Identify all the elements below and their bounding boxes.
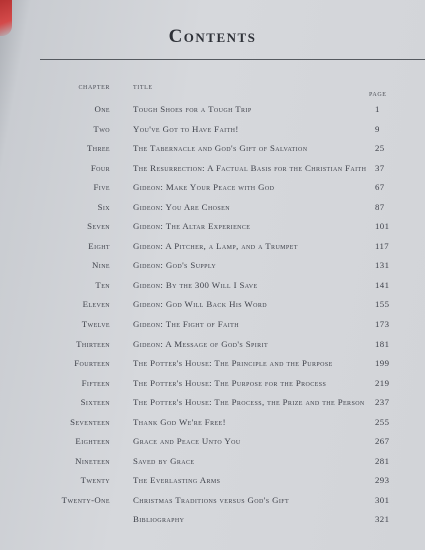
page-number: 181 (375, 338, 390, 349)
chapter-number: Four (90, 162, 110, 173)
chapter-title: The Everlasting Arms (133, 475, 221, 486)
toc-entry[interactable] (0, 221, 425, 241)
chapter-number: Twenty-One (61, 494, 110, 505)
chapter-number: One (94, 104, 110, 114)
chapter-title: Tough Shoes for a Tough Trip (133, 104, 252, 114)
chapter-number: Ten (95, 279, 110, 290)
toc-entry[interactable] (0, 417, 425, 437)
page-number: 199 (375, 358, 390, 369)
page-number: 9 (375, 123, 380, 134)
chapter-number: Eleven (82, 299, 110, 310)
toc-entry[interactable] (0, 456, 425, 476)
toc-entry[interactable] (0, 514, 425, 534)
chapter-title: Gideon: The Altar Experience (133, 221, 251, 232)
toc-entry[interactable] (0, 241, 425, 261)
page-number: 101 (375, 221, 390, 232)
toc-entry[interactable] (0, 495, 425, 515)
page-number: 1 (375, 104, 380, 114)
page-number: 255 (375, 416, 390, 427)
toc-entry[interactable] (0, 358, 425, 378)
page-column-header: PAGE (369, 92, 387, 98)
chapter-title: Gideon: God Will Back His Word (133, 299, 267, 310)
chapter-title: Gideon: A Message of God's Spirit (133, 338, 269, 349)
toc-entry[interactable] (0, 202, 425, 222)
chapter-title: Christmas Traditions versus God's Gift (133, 494, 290, 505)
toc-entry[interactable] (0, 339, 425, 359)
chapter-number: Six (97, 201, 110, 212)
chapter-title: Bibliography (133, 514, 185, 525)
chapter-title: The Tabernacle and God's Gift of Salvation (133, 143, 308, 154)
toc-entry[interactable] (0, 124, 425, 144)
title-divider (40, 59, 425, 60)
page-number: 321 (375, 514, 390, 525)
toc-entry[interactable] (0, 260, 425, 280)
chapter-number: Seventeen (70, 416, 110, 427)
page-number: 267 (375, 436, 390, 447)
chapter-title: The Potter's House: The Process, the Prize and the Person (133, 397, 365, 408)
chapter-title: Saved by Grace (133, 455, 195, 466)
toc-entry[interactable] (0, 319, 425, 339)
chapter-number: Nine (92, 260, 110, 271)
page-number: 237 (375, 397, 390, 408)
page-number: 141 (375, 279, 390, 290)
chapter-title: Gideon: Make Your Peace with God (133, 182, 275, 193)
chapter-number: Seven (87, 221, 110, 232)
chapter-number: Fourteen (74, 358, 110, 369)
page-title: Contents (168, 26, 257, 47)
page-number: 87 (375, 201, 385, 212)
toc-entry[interactable] (0, 163, 425, 183)
toc-entry[interactable] (0, 182, 425, 202)
chapter-title: You've Got to Have Faith! (133, 123, 239, 134)
chapter-number: Three (86, 143, 110, 154)
page-number: 293 (375, 475, 390, 486)
page-number: 117 (375, 240, 390, 251)
chapter-number: Twenty (80, 475, 110, 486)
page-number: 131 (375, 260, 390, 271)
chapter-title: The Potter's House: The Purpose for the Process (133, 377, 327, 388)
toc-entry[interactable] (0, 397, 425, 417)
toc-entry[interactable] (0, 436, 425, 456)
toc-entry[interactable] (0, 475, 425, 495)
chapter-title: Gideon: God's Supply (133, 260, 217, 271)
chapter-title: The Resurrection: A Factual Basis for the Christian Faith (133, 162, 367, 173)
toc-entry[interactable] (0, 299, 425, 319)
chapter-title: Thank God We're Free! (133, 416, 226, 427)
chapter-title: Gideon: You Are Chosen (133, 201, 230, 212)
title-column-header: TITLE (133, 85, 153, 91)
chapter-column-header: CHAPTER (78, 85, 110, 91)
chapter-number: Eighteen (75, 436, 110, 447)
toc-entry[interactable] (0, 378, 425, 398)
toc-entry[interactable] (0, 104, 425, 124)
toc-entry[interactable] (0, 280, 425, 300)
chapter-number: Fifteen (81, 377, 110, 388)
page-number: 219 (375, 377, 390, 388)
chapter-number: Two (93, 123, 110, 134)
chapter-title: Gideon: The Fight of Faith (133, 319, 239, 330)
chapter-title: Gideon: A Pitcher, a Lamp, and a Trumpet (133, 240, 298, 251)
page-number: 37 (375, 162, 385, 173)
toc-entry[interactable] (0, 143, 425, 163)
chapter-number: Sixteen (80, 397, 110, 408)
toc-list (0, 104, 425, 534)
page-number: 155 (375, 299, 390, 310)
chapter-title: Grace and Peace Unto You (133, 436, 241, 447)
page-number: 301 (375, 494, 390, 505)
chapter-number: Five (93, 182, 110, 193)
page-number: 281 (375, 455, 390, 466)
page-number: 67 (375, 182, 385, 193)
chapter-number: Thirteen (76, 338, 110, 349)
chapter-number: Twelve (81, 319, 110, 330)
chapter-title: Gideon: By the 300 Will I Save (133, 279, 258, 290)
page-number: 25 (375, 143, 385, 154)
chapter-number: Nineteen (75, 455, 110, 466)
page-number: 173 (375, 319, 390, 330)
chapter-title: The Potter's House: The Principle and the Purpose (133, 358, 333, 369)
chapter-number: Eight (88, 240, 110, 251)
